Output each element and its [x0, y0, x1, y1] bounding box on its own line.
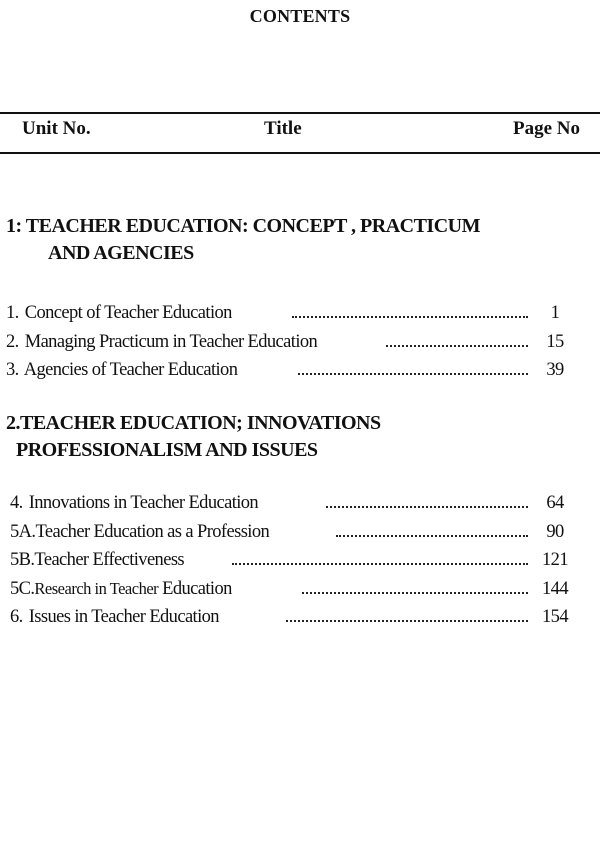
toc-entry-page: 1	[550, 303, 560, 323]
toc-dot-leader	[326, 506, 528, 508]
toc-dot-leader	[386, 345, 528, 347]
header-page-no: Page No	[512, 118, 580, 139]
page-title: CONTENTS	[249, 6, 351, 26]
toc-entry-label	[10, 518, 269, 546]
toc-entry-number: 1.	[6, 303, 19, 323]
toc-entry-page: 15	[546, 331, 564, 352]
toc-entry	[0, 489, 600, 518]
toc-entry-title: Teacher Effectiveness	[34, 550, 185, 570]
toc-entry-title: Innovations in Teacher Education	[28, 493, 259, 513]
toc-entry	[0, 575, 600, 604]
toc-entry-label	[10, 575, 232, 603]
toc-entry-number: 5A.	[10, 521, 36, 542]
section-heading-line1: 1: TEACHER EDUCATION: CONCEPT , PRACTICUM	[6, 215, 480, 237]
toc-entry-label	[10, 489, 258, 517]
toc-entry-label	[10, 546, 184, 574]
toc-entry	[0, 518, 600, 547]
toc-list-section-1	[0, 299, 600, 385]
toc-entry-title: Teacher Education as a Profession	[35, 521, 270, 542]
toc-entry-title: Managing Practicum in Teacher Education	[24, 331, 318, 352]
toc-list-section-2	[0, 489, 600, 632]
toc-dot-leader	[302, 592, 528, 594]
toc-entry	[0, 546, 600, 575]
section-heading-1	[6, 213, 586, 267]
toc-entry-label	[6, 299, 232, 327]
header-top-rule	[0, 112, 600, 114]
toc-entry-label	[10, 603, 219, 631]
toc-entry-title: Agencies of Teacher Education	[23, 360, 238, 380]
toc-entry-title: Education	[162, 578, 232, 599]
header-unit-no: Unit No.	[22, 118, 91, 139]
toc-dot-leader	[286, 620, 528, 622]
toc-entry	[0, 356, 600, 385]
toc-entry-page: 154	[542, 607, 568, 627]
contents-header-row	[0, 118, 600, 146]
toc-entry-title: Issues in Teacher Education	[28, 607, 219, 627]
section-heading-line1: 2.TEACHER EDUCATION; INNOVATIONS	[6, 412, 381, 434]
header-title: Title	[264, 118, 302, 139]
toc-entry-title: Concept of Teacher Education	[24, 303, 232, 323]
header-bottom-rule	[0, 152, 600, 154]
toc-entry-page: 90	[546, 521, 564, 542]
toc-entry-page: 121	[542, 550, 568, 570]
toc-entry-number: 4.	[10, 493, 23, 513]
section-heading-line2: AND AGENCIES	[48, 242, 194, 264]
toc-entry-number: 6.	[10, 607, 23, 627]
section-heading-2	[6, 410, 586, 464]
toc-entry-page: 144	[542, 578, 568, 599]
toc-dot-leader	[292, 316, 528, 318]
toc-dot-leader	[336, 535, 528, 537]
toc-entry-page: 64	[546, 493, 564, 513]
toc-entry-number: 5B.	[10, 550, 35, 570]
toc-entry-number: 3.	[6, 360, 19, 380]
toc-entry	[0, 299, 600, 328]
toc-dot-leader	[298, 373, 528, 375]
toc-entry	[0, 603, 600, 632]
toc-dot-leader	[232, 563, 528, 565]
toc-entry-label	[6, 328, 317, 356]
toc-entry-label	[6, 356, 237, 384]
toc-entry-page: 39	[546, 360, 564, 380]
section-heading-line2: PROFESSIONALISM AND ISSUES	[16, 439, 318, 461]
toc-entry-number: 2.	[6, 331, 19, 352]
toc-entry-number: 5C.	[10, 578, 35, 599]
toc-entry-title-small: Research in Teacher	[34, 578, 159, 598]
toc-entry	[0, 328, 600, 357]
